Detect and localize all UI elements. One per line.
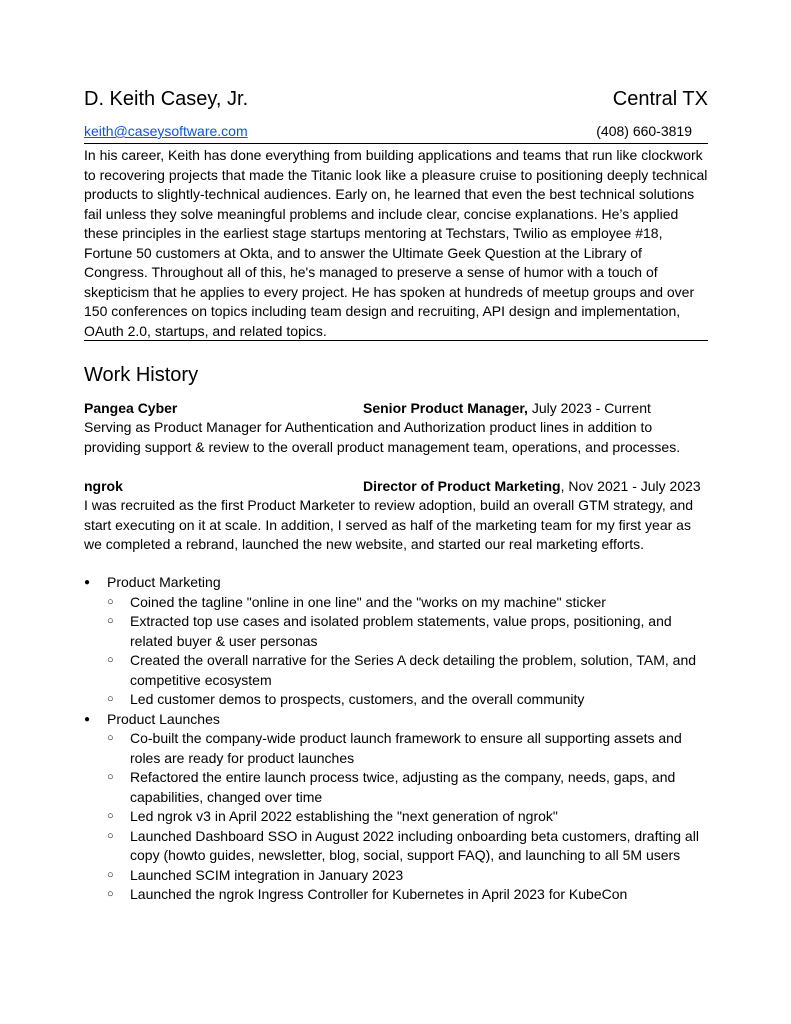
contact-row [84, 123, 692, 139]
job-description: I was recruited as the first Product Marketer to review adoption, build an overall GTM strategy, and start executing on it at scale. In addition, I served as half of the marketing team for my first year as we completed a rebrand, launched the new website, and started our real marketing efforts. [84, 497, 694, 552]
sub-bullet: ○ Launched Dashboard SSO in August 2022 including onboarding beta customers, drafting all copy (howto guides, newsletter, blog, social, support FAQ), and launching to all 5M users [107, 827, 714, 866]
job-role: Senior Product Manager, [363, 400, 528, 416]
candidate-location: Central TX [612, 88, 708, 110]
sub-bullet: ○ Co-built the company-wide product launch framework to ensure all supporting assets and roles are ready for product launches [107, 729, 714, 768]
bullet-group-label: Product Marketing [107, 574, 221, 590]
sub-bullet: ○ Refactored the entire launch process twice, adjusting as the company, needs, gaps, and capabilities, changed over time [107, 768, 714, 807]
summary-divider [84, 340, 708, 341]
job-role-line [363, 399, 651, 419]
sub-bullet: ○ Launched the ngrok Ingress Controller for Kubernetes in April 2023 for KubeCon [107, 885, 714, 905]
sub-bullet: ○ Coined the tagline "online in one line" and the "works on my machine" sticker [107, 593, 714, 613]
candidate-name: D. Keith Casey, Jr. [84, 88, 249, 110]
accomplishments-list [84, 573, 714, 905]
sub-bullet: ○ Led ngrok v3 in April 2022 establishing the "next generation of ngrok" [107, 807, 714, 827]
sub-bullet: ○ Launched SCIM integration in January 2023 [107, 866, 714, 886]
resume-header [84, 88, 708, 111]
header-divider [84, 143, 708, 144]
sub-bullet-list [107, 593, 714, 710]
job-role-line [363, 477, 701, 497]
bullet-group [84, 710, 714, 905]
email-link[interactable]: keith@caseysoftware.com [84, 123, 248, 139]
job-company: Pangea Cyber [84, 400, 178, 416]
sub-bullet: ○ Extracted top use cases and isolated problem statements, value props, positioning, and related buyer & user personas [107, 612, 714, 651]
job-dates: , Nov 2021 - July 2023 [560, 478, 701, 494]
job-company: ngrok [84, 478, 123, 494]
phone-number: (408) 660-3819 [596, 123, 692, 139]
work-history-heading: Work History [84, 364, 199, 386]
job-description: Serving as Product Manager for Authentication and Authorization product lines in addition to providing support & review to the overall product management team, operations, and processes. [84, 419, 681, 455]
sub-bullet: ○ Led customer demos to prospects, customers, and the overall community [107, 690, 714, 710]
bullet-group-label: Product Launches [107, 710, 220, 727]
sub-bullet: ○ Created the overall narrative for the Series A deck detailing the problem, solution, TAM, and competitive ecosystem [107, 651, 714, 690]
job-dates: July 2023 - Current [527, 400, 651, 416]
sub-bullet-list [107, 729, 714, 905]
bullet-group [84, 573, 714, 710]
summary-paragraph: In his career, Keith has done everything from building applications and teams that run like clockwork to recovering projects that made the Titanic look like a pleasure cruise to positioning deeply technical products to slightly-technical audiences. Early on, he learned that even the best technical solutions fail unless they solve meaningful problems and include clear, concise explanations. He’s applied these principles in the earliest stage startups mentoring at Techstars, Twilio as employee #18, Fortune 50 customers at Okta, and to answer the Ultimate Geek Question at the Library of Congress. Throughout all of this, he's managed to preserve a sense of humor with a touch of skepticism that he applies to every project. He has spoken at hundreds of meetup groups and over 150 conferences on topics including team design and recruiting, API design and implementation, OAuth 2.0, startups, and related topics. [84, 147, 708, 339]
job-role: Director of Product Marketing [363, 478, 561, 494]
